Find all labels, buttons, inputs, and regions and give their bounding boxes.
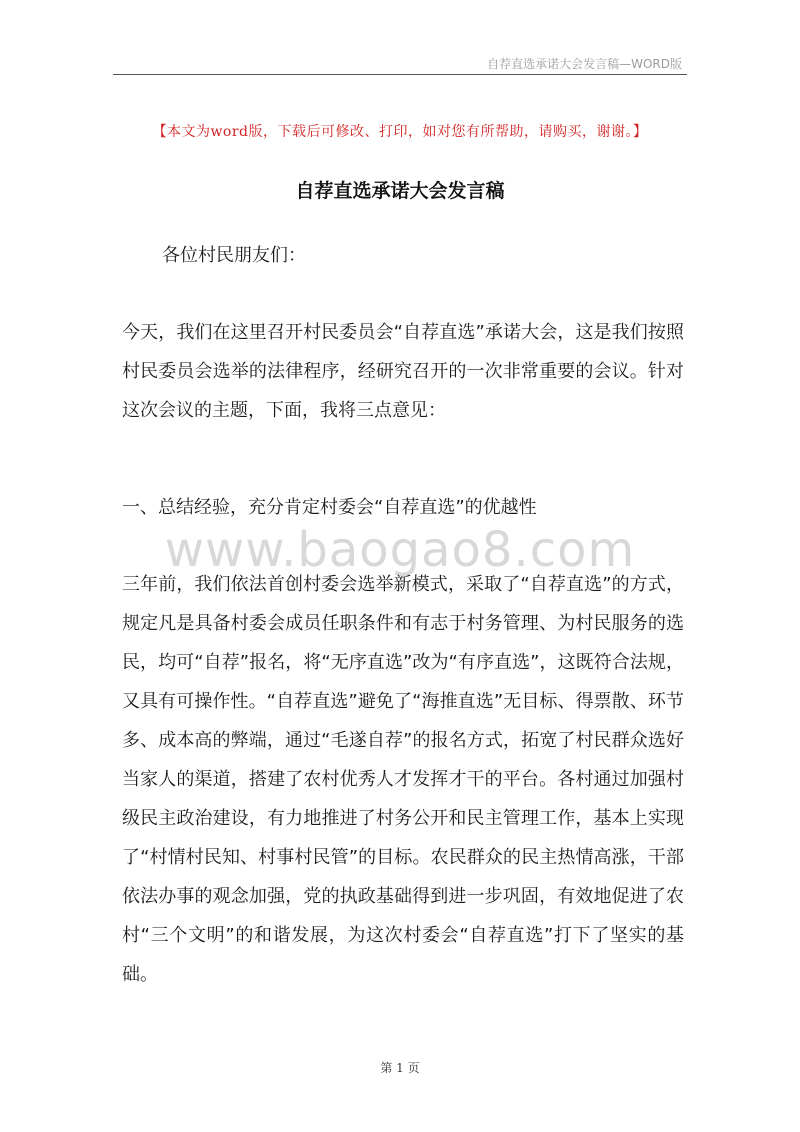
paragraph-intro: 今天，我们在这里召开村民委员会“自荐直选”承诺大会，这是我们按照村民委员会选举的法律程序，经研究召开的一次非常重要的会议。针对这次会议的主题，下面，我将三点意见：: [122, 322, 684, 421]
section-heading-1: 一、总结经验，充分肯定村委会“自荐直选”的优越性: [122, 497, 537, 518]
header-title: 自荐直选承诺大会发言稿—WORD版: [487, 57, 682, 71]
document-title: 自荐直选承诺大会发言稿: [295, 180, 505, 202]
purchase-notice: 【本文为word版，下载后可修改、打印，如对您有所帮助，请购买，谢谢。】: [152, 124, 648, 140]
paragraph-section-1: 三年前，我们依法首创村委会选举新模式，采取了“自荐直选”的方式，规定凡是具备村委会成员任职条件和有志于村务管理、为村民服务的选民，均可“自荐”报名，将“无序直选”改为“有序直选”，这既符合法规，又具有可操作性。“自荐直选”避免了“海推直选”无目标、得票散、环节多、成本高的弊端，通过“毛遂自荐”的报名方式，拓宽了村民群众选好当家人的渠道，搭建了农村优秀人才发挥才干的平台。各村通过加强村级民主政治建设，有力地推进了村务公开和民主管理工作，基本上实现了“村情村民知、村事村民管”的目标。农民群众的民主热情高涨，干部依法办事的观念加强，党的执政基础得到进一步巩固，有效地促进了农村“三个文明”的和谐发展，为这次村委会“自荐直选”打下了坚实的基础。: [122, 574, 684, 985]
page-number: 第 1 页: [380, 1061, 420, 1075]
greeting: 各位村民朋友们：: [162, 245, 306, 266]
watermark: www.baogao8.com: [164, 522, 636, 578]
header-divider: [113, 74, 687, 75]
